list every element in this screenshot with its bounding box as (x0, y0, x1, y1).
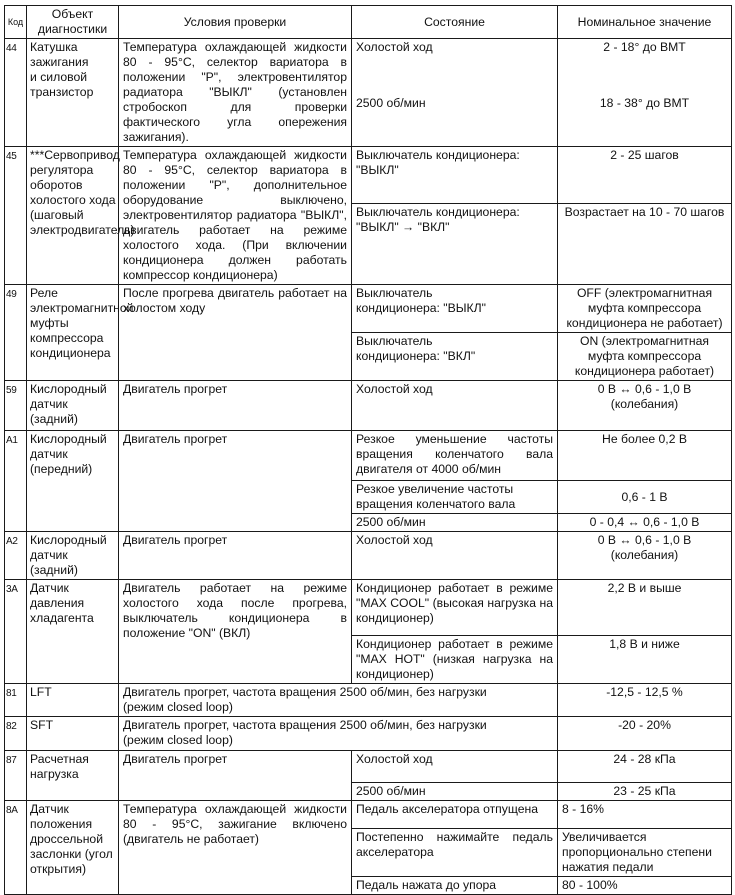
row-value: 8 - 16% (558, 801, 732, 829)
row-state: Холостой ход (352, 751, 558, 783)
row-value: 24 - 28 кПа (558, 751, 732, 783)
row-state: Холостой ход (352, 532, 558, 580)
row-object: SFT (27, 717, 119, 751)
row-code: 87 (5, 751, 27, 801)
row-object: Катушка зажигания и силовой транзистор (27, 39, 119, 147)
table-row (5, 381, 732, 431)
row-value: Увеличивается пропорционально степени нажатия педали (558, 829, 732, 877)
header-code: Код (5, 6, 27, 39)
row-state: 2500 об/мин (352, 783, 558, 801)
row-value: 0 В ↔ 0,6 - 1,0 В (колебания) (558, 381, 732, 431)
row-code: 45 (5, 147, 27, 285)
row-code: 82 (5, 717, 27, 751)
row-state: Выключатель кондиционера: "ВЫКЛ" (352, 285, 558, 333)
row-value: 2 - 25 шагов (558, 147, 732, 204)
row-value: 1,8 В и ниже (558, 636, 732, 684)
row-code: 44 (5, 39, 27, 147)
row-value: -20 - 20% (558, 717, 732, 751)
row-conditions: Температура охлаждающей жидкости 80 - 95°С, зажигание включено (двигатель не работает) (119, 801, 352, 895)
row-value: 2 - 18° до ВМТ (558, 39, 732, 95)
row-state: Выключатель кондиционера: "ВКЛ" (352, 333, 558, 381)
row-code: 8A (5, 801, 27, 895)
row-state: Педаль нажата до упора (352, 877, 558, 895)
row-state: 2500 об/мин (352, 95, 558, 147)
row-conditions: Температура охлаждающей жидкости 80 - 95°С, селектор вариатора в положении "P", электровентилятор радиатора "ВЫКЛ" (установлен стробоскоп для проверки фактического угла опережения зажигания). (119, 39, 352, 147)
table-row (5, 684, 732, 717)
row-object: Кислородный датчик (задний) (27, 532, 119, 580)
row-code: 49 (5, 285, 27, 381)
row-conditions: Двигатель прогрет, частота вращения 2500 об/мин, без нагрузки (режим closed loop) (119, 717, 558, 751)
row-object: Датчик давления хладагента (27, 580, 119, 684)
row-object: Расчетная нагрузка (27, 751, 119, 801)
row-state: Кондиционер работает в режиме "MAX COOL" (высокая нагрузка на кондиционер) (352, 580, 558, 636)
row-conditions: Двигатель прогрет (119, 431, 352, 532)
row-value: 0 - 0,4 ↔ 0,6 - 1,0 В (558, 514, 732, 532)
row-value: Не более 0,2 В (558, 431, 732, 481)
table-row (5, 39, 732, 95)
table-row (5, 285, 732, 333)
row-value: Возрастает на 10 - 70 шагов (558, 203, 732, 284)
row-code: 3A (5, 580, 27, 684)
header-state: Состояние (352, 6, 558, 39)
row-value: -12,5 - 12,5 % (558, 684, 732, 717)
row-value: 23 - 25 кПа (558, 783, 732, 801)
header-object: Объект диагностики (27, 6, 119, 39)
row-state: Резкое уменьшение частоты вращения коленчатого вала двигателя от 4000 об/мин (352, 431, 558, 481)
row-object: Датчик положения дроссельной заслонки (угол открытия) (27, 801, 119, 895)
table-row (5, 147, 732, 204)
row-value: ON (электромагнитная муфта компрессора кондиционера работает) (558, 333, 732, 381)
diagnostic-table-page (4, 5, 731, 895)
table-row (5, 580, 732, 636)
diagnostic-table (4, 5, 732, 895)
row-code: A2 (5, 532, 27, 580)
row-value: 18 - 38° до ВМТ (558, 95, 732, 147)
row-state: Кондиционер работает в режиме "MAX HOT" (низкая нагрузка на кондиционер) (352, 636, 558, 684)
row-state: 2500 об/мин (352, 514, 558, 532)
table-row (5, 751, 732, 783)
row-state: Холостой ход (352, 381, 558, 431)
row-object: Кислородный датчик (задний) (27, 381, 119, 431)
row-object: Кислородный датчик (передний) (27, 431, 119, 532)
row-conditions: Двигатель работает на режиме холостого хода после прогрева, выключатель кондиционера в положение "ON" (ВКЛ) (119, 580, 352, 684)
row-conditions: После прогрева двигатель работает на холостом ходу (119, 285, 352, 381)
table-row (5, 431, 732, 481)
row-code: 81 (5, 684, 27, 717)
row-state: Выключатель кондиционера: "ВЫКЛ" (352, 147, 558, 204)
row-conditions: Двигатель прогрет (119, 751, 352, 801)
row-state: Педаль акселератора отпущена (352, 801, 558, 829)
row-state: Холостой ход (352, 39, 558, 95)
row-value: 80 - 100% (558, 877, 732, 895)
row-object: Реле электромагнитной муфты компрессора кондиционера (27, 285, 119, 381)
row-code: A1 (5, 431, 27, 532)
table-row (5, 801, 732, 829)
row-value: 2,2 В и выше (558, 580, 732, 636)
row-conditions: Температура охлаждающей жидкости 80 - 95°С, селектор вариатора в положении "P", дополнительное оборудование выключено, электровентилятор радиатора "ВЫКЛ", двигатель работает на режиме холостого хода. (При включении кондиционера должен работать компрессор кондиционера) (119, 147, 352, 285)
table-row (5, 532, 732, 580)
table-row (5, 717, 732, 751)
row-conditions: Двигатель прогрет (119, 532, 352, 580)
table-header-row (5, 6, 732, 39)
row-code: 59 (5, 381, 27, 431)
row-conditions: Двигатель прогрет, частота вращения 2500 об/мин, без нагрузки (режим closed loop) (119, 684, 558, 717)
row-state: Резкое увеличение частоты вращения коленчатого вала (352, 481, 558, 514)
row-object: LFT (27, 684, 119, 717)
row-value: OFF (электромагнитная муфта компрессора кондиционера не работает) (558, 285, 732, 333)
row-state: Постепенно нажимайте педаль акселератора (352, 829, 558, 877)
row-value: 0 В ↔ 0,6 - 1,0 В (колебания) (558, 532, 732, 580)
header-conditions: Условия проверки (119, 6, 352, 39)
row-conditions: Двигатель прогрет (119, 381, 352, 431)
row-value: 0,6 - 1 В (558, 481, 732, 514)
row-state: Выключатель кондиционера: "ВЫКЛ" → "ВКЛ" (352, 203, 558, 284)
header-nominal: Номинальное значение (558, 6, 732, 39)
row-object: ***Сервопривод регулятора оборотов холостого хода (шаговый электродвигатель) (27, 147, 119, 285)
